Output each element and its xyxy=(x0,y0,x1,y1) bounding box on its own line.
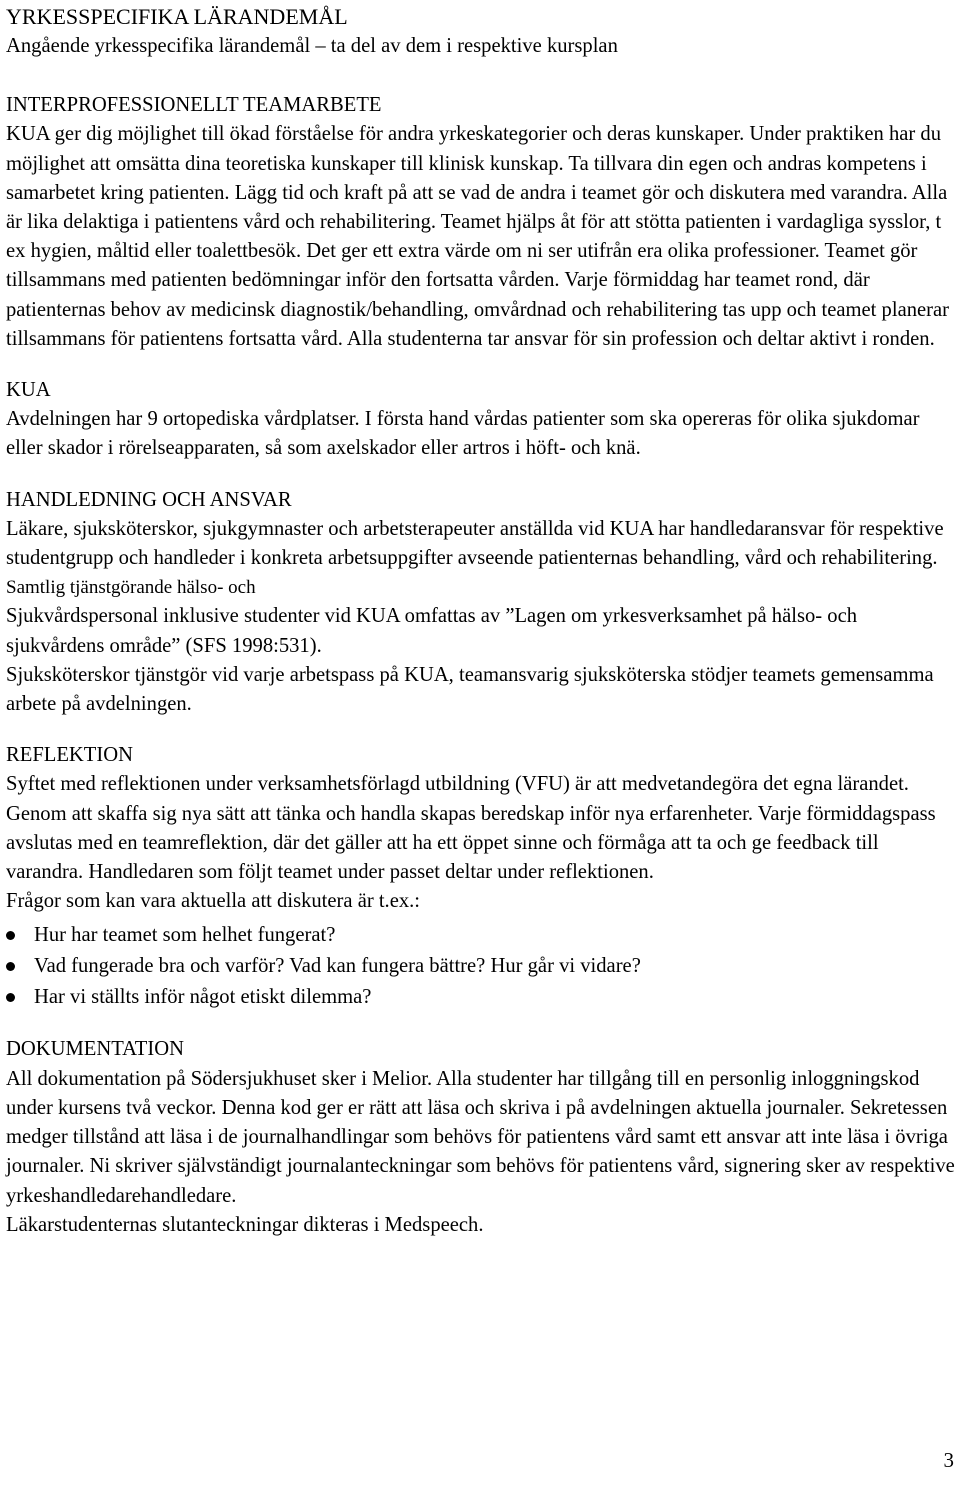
section-body-kua: Avdelningen har 9 ortopediska vårdplatser. I första hand vårdas patienter som ska opereras för olika sjukdomar eller skador i rörelseapparaten, så som axelskador eller artros i höft- och knä. xyxy=(6,408,920,460)
handledning-law-text: Sjukvårdspersonal inklusive studenter vid KUA omfattas av ”Lagen om yrkesverksamhet på hälso- och sjukvårdens område” (SFS 1998:531). xyxy=(6,605,858,657)
section-interprofessionellt xyxy=(6,91,958,354)
question-text: Vad fungerade bra och varför? Vad kan fungera bättre? Hur går vi vidare? xyxy=(34,955,641,978)
list-item xyxy=(6,951,958,982)
section-title-dokumentation: DOKUMENTATION xyxy=(6,1038,184,1061)
dokumentation-medspeech-text: Läkarstudenternas slutanteckningar dikteras i Medspeech. xyxy=(6,1213,484,1236)
handledning-main-text: Läkare, sjuksköterskor, sjukgymnaster och arbetsterapeuter anställda vid KUA har handledaransvar för respektive studentgrupp och handleder i konkreta arbetsuppgifter avseende patienternas behandling, vård och rehabilitering. xyxy=(6,517,944,570)
section-reflektion xyxy=(6,741,958,1013)
section-kua xyxy=(6,376,958,464)
page-number: 3 xyxy=(943,1448,954,1472)
bullet-icon xyxy=(6,962,15,971)
document-title: YRKESSPECIFIKA LÄRANDEMÅL xyxy=(6,4,348,29)
section-title-kua: KUA xyxy=(6,379,51,402)
section-title-reflektion: REFLEKTION xyxy=(6,744,133,767)
handledning-nurse-text: Sjuksköterskor tjänstgör vid varje arbetspass på KUA, teamansvarig sjuksköterska stödjer teamets gemensamma arbete på avdelningen. xyxy=(6,663,934,716)
question-text: Har vi ställts inför något etiskt dilemma? xyxy=(34,986,372,1009)
question-text: Hur har teamet som helhet fungerat? xyxy=(34,924,336,947)
questions-list xyxy=(6,920,958,1013)
section-title-handledning: HANDLEDNING OCH ANSVAR xyxy=(6,488,292,511)
list-item xyxy=(6,982,958,1013)
section-body-reflektion: Syftet med reflektionen under verksamhetsförlagd utbildning (VFU) är att medvetandegöra det egna lärandet. Genom att skaffa sig nya sätt att tänka och handla skapas beredskap inför nya erfarenheter. Varje förmiddagspass avslutas med en teamreflektion, där det gäller att ha ett öppet sinne och förmåga att ta och ge feedback till varandra. Handledaren som följt teamet under passet deltar under reflektionen. xyxy=(6,773,936,884)
section-title-interprofessionellt: INTERPROFESSIONELLT TEAMARBETE xyxy=(6,94,382,117)
section-body-interprofessionellt: KUA ger dig möjlighet till ökad förståelse för andra yrkeskategorier och deras kunskaper. Under praktiken har du möjlighet att omsätta dina teoretiska kunskaper till klinisk kunskap. Ta tillvara din egen och andras kompetens i samarbetet kring patienten. Lägg tid och kraft på att se vad de andra i teamet gör och diskutera med varandra. Alla är lika delaktiga i patientens vård och rehabilitering. Teamet hjälps åt för att stötta patienten i vardagliga sysslor, t ex hygien, måltid eller toalettbesök. Det ger ett extra värde om ni ser utifrån era olika professioner. Teamet gör tillsammans med patienten bedömningar inför den fortsatta vården. Varje förmiddag har teamet rond, där patienternas behov av medicinsk diagnostik/behandling, omvårdnad och rehabilitering tas upp och teamet planerar tillsammans för patientens fortsatta vård. Alla studenterna tar ansvar för sin profession och deltar aktivt i ronden. xyxy=(6,123,950,350)
handledning-small-text: Samtlig tjänstgörande hälso- och xyxy=(6,577,256,599)
bullet-icon xyxy=(6,993,15,1002)
list-item xyxy=(6,920,958,951)
section-body-dokumentation: All dokumentation på Södersjukhuset sker i Melior. Alla studenter har tillgång till en personlig inloggningskod under kursens två veckor. Denna kod ger er rätt att läsa och skriva i på avdelningen aktuella journaler. Sekretessen medger tillstånd att läsa i de journalhandlingar som behövs för patientens vård samt ett ansvar att inte läsa i övriga journaler. Ni skriver självständigt journalanteckningar som behövs för patientens vård, signering sker av respektive yrkeshandledarehandledare. xyxy=(6,1067,955,1207)
bullet-icon xyxy=(6,931,15,940)
questions-intro: Frågor som kan vara aktuella att diskutera är t.ex.: xyxy=(6,890,421,913)
document-page xyxy=(6,0,958,1240)
document-subtitle: Angående yrkesspecifika lärandemål – ta del av dem i respektive kursplan xyxy=(6,35,618,57)
section-handledning xyxy=(6,486,958,720)
section-dokumentation xyxy=(6,1035,958,1239)
section-body-handledning xyxy=(6,515,958,603)
